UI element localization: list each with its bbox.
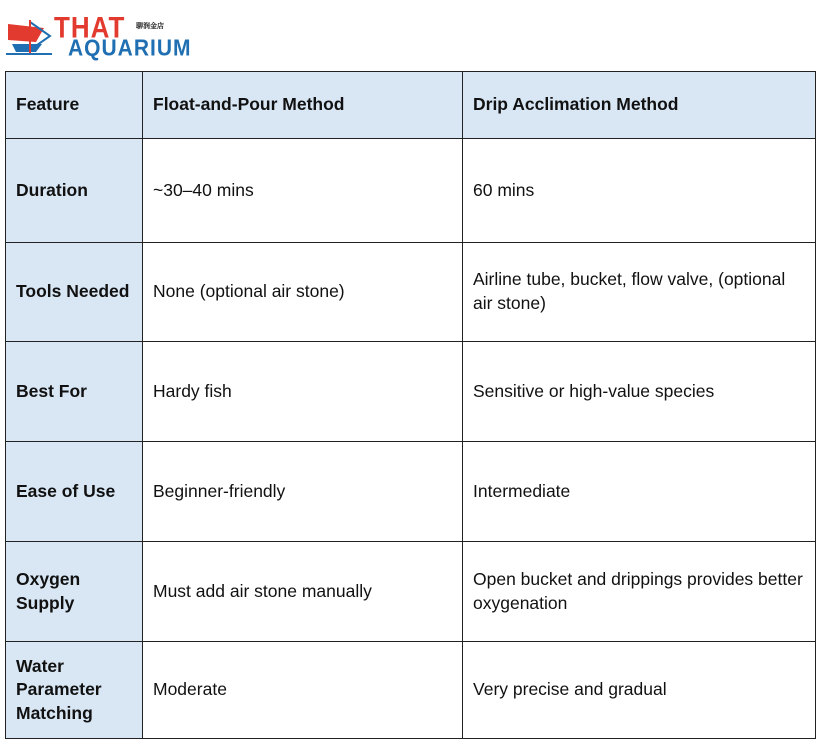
header-float-and-pour: Float-and-Pour Method bbox=[143, 72, 463, 139]
float-cell: Must add air stone manually bbox=[143, 542, 463, 642]
drip-cell: Airline tube, bucket, flow valve, (optional air stone) bbox=[463, 243, 816, 342]
header-feature: Feature bbox=[6, 72, 143, 139]
table-row bbox=[6, 542, 816, 642]
feature-cell: Ease of Use bbox=[6, 442, 143, 542]
drip-cell: Sensitive or high-value species bbox=[463, 342, 816, 442]
feature-cell: Tools Needed bbox=[6, 243, 143, 342]
drip-cell: Intermediate bbox=[463, 442, 816, 542]
table-row bbox=[6, 139, 816, 243]
float-cell: Moderate bbox=[143, 642, 463, 739]
logo-text-aquarium: AQUARIUM bbox=[68, 35, 192, 62]
table-header-row bbox=[6, 72, 816, 139]
feature-cell: Duration bbox=[6, 139, 143, 243]
float-cell: None (optional air stone) bbox=[143, 243, 463, 342]
float-cell: Beginner-friendly bbox=[143, 442, 463, 542]
float-cell: Hardy fish bbox=[143, 342, 463, 442]
logo-text-chinese: 聊润金店 bbox=[136, 22, 164, 30]
logo-text-that: THAT bbox=[54, 9, 126, 45]
table-row bbox=[6, 442, 816, 542]
drip-cell: 60 mins bbox=[463, 139, 816, 243]
table-row bbox=[6, 342, 816, 442]
fish-sail-logo-icon bbox=[2, 6, 58, 62]
feature-cell: Water Parameter Matching bbox=[6, 642, 143, 739]
header-drip-acclimation: Drip Acclimation Method bbox=[463, 72, 816, 139]
feature-cell: Best For bbox=[6, 342, 143, 442]
table-row bbox=[6, 243, 816, 342]
table-row bbox=[6, 642, 816, 739]
feature-cell: Oxygen Supply bbox=[6, 542, 143, 642]
drip-cell: Very precise and gradual bbox=[463, 642, 816, 739]
acclimation-comparison-table bbox=[5, 71, 816, 739]
drip-cell: Open bucket and drippings provides better oxygenation bbox=[463, 542, 816, 642]
that-aquarium-logo bbox=[2, 6, 202, 66]
float-cell: ~30–40 mins bbox=[143, 139, 463, 243]
